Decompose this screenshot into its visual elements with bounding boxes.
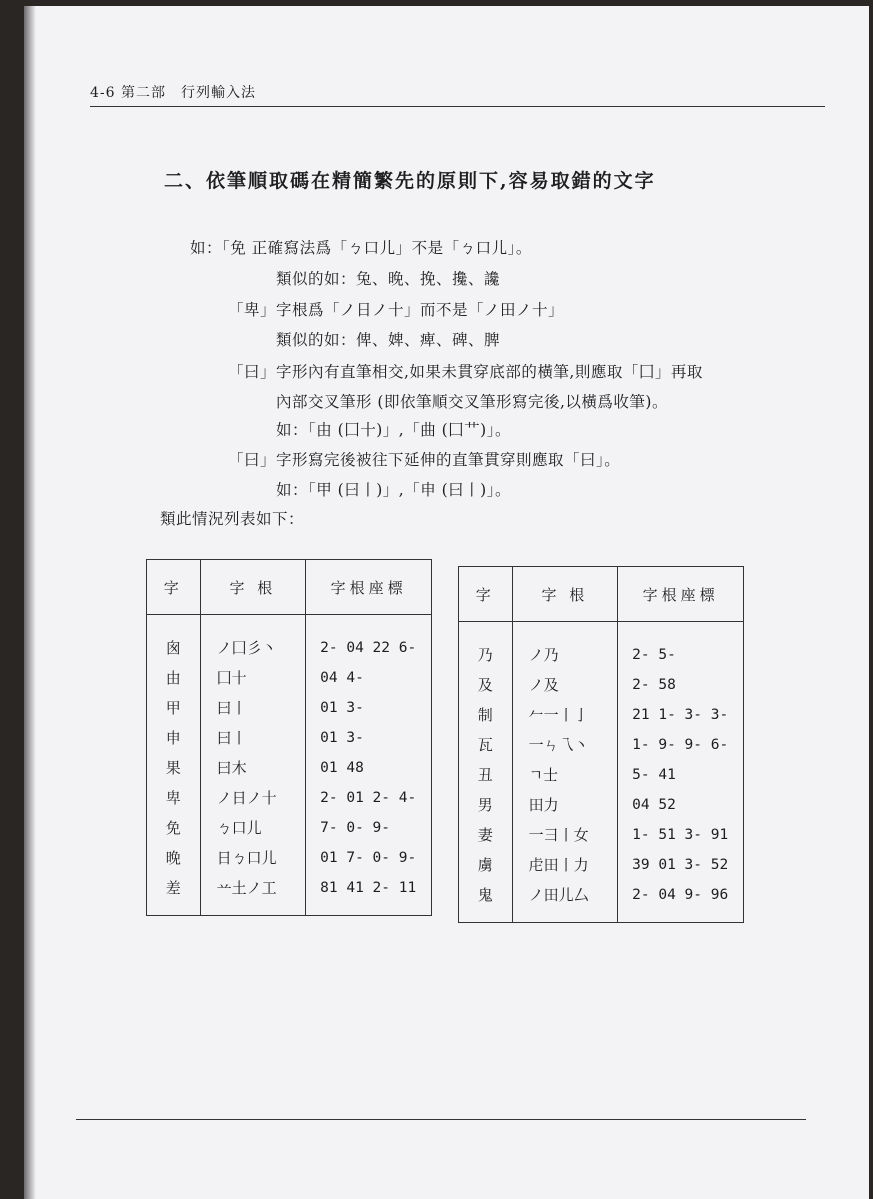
- radix-column: [200, 615, 306, 916]
- char-cell: 丑: [477, 766, 493, 784]
- paragraph-line: 「卑」字根爲「ノ日ノ十」而不是「ノ田ノ十」: [228, 301, 565, 319]
- column-header-radix: 字 根: [512, 567, 618, 622]
- radix-cell: 曰木: [216, 759, 247, 777]
- coord-cell: 2- 5-: [632, 647, 676, 663]
- header-text: 4-6 第二部 行列輸入法: [90, 85, 256, 101]
- paragraph-line: 如：「甲 (曰丨)」,「申 (曰丨)」。: [276, 481, 511, 499]
- radix-table-right: [458, 566, 744, 923]
- radix-cell: ノ田儿厶: [528, 886, 589, 904]
- radix-column: [512, 622, 618, 923]
- char-cell: 男: [477, 796, 493, 814]
- coord-cell: 21 1- 3- 3-: [632, 707, 729, 723]
- char-cell: 卑: [165, 789, 181, 807]
- coord-cell: 2- 01 2- 4-: [320, 790, 417, 806]
- char-cell: 申: [165, 729, 181, 747]
- radix-cell: 曰丨: [216, 699, 247, 717]
- char-column: [459, 622, 513, 923]
- coord-cell: 7- 0- 9-: [320, 820, 391, 836]
- column-header-char: 字: [459, 567, 513, 622]
- radix-cell: 田力: [528, 796, 559, 814]
- coord-cell: 2- 58: [632, 677, 676, 693]
- paragraph-line: 內部交叉筆形 (即依筆順交叉筆形寫完後,以橫爲收筆)。: [276, 393, 668, 411]
- char-cell: 甲: [165, 699, 181, 717]
- column-header-char: 字: [147, 560, 201, 615]
- paragraph-line: 如：「免 正確寫法爲「ㄅ口儿」不是「ㄅ口儿」。: [190, 239, 532, 257]
- coord-cell: 81 41 2- 11: [320, 880, 417, 896]
- radix-cell: 日ㄅ口儿: [216, 849, 277, 867]
- section-title: 二、依筆順取碼在精簡繁先的原則下,容易取錯的文字: [164, 170, 656, 192]
- char-cell: 及: [477, 676, 493, 694]
- paragraph-line: 類似的如：俾、婢、痺、碑、脾: [276, 331, 501, 349]
- char-cell: 果: [165, 759, 181, 777]
- coord-cell: 04 4-: [320, 670, 364, 686]
- coord-cell: 01 48: [320, 760, 364, 776]
- radix-cell: ノ囗彡丶: [216, 639, 277, 657]
- footer-rule: [76, 1119, 806, 1120]
- coord-cell: 5- 41: [632, 767, 676, 783]
- char-cell: 鬼: [477, 886, 493, 904]
- char-cell: 妻: [477, 826, 493, 844]
- radix-cell: 曰丨: [216, 729, 247, 747]
- char-cell: 乃: [477, 646, 493, 664]
- coord-column: [306, 615, 432, 916]
- coord-column: [618, 622, 744, 923]
- char-cell: 瓦: [477, 736, 493, 754]
- coord-cell: 1- 51 3- 91: [632, 827, 729, 843]
- radix-cell: ㄅ口儿: [216, 819, 262, 837]
- char-cell: 免: [165, 819, 181, 837]
- char-cell: 制: [477, 706, 493, 724]
- book-page: [24, 6, 869, 1199]
- radix-cell: 䒑土ノ工: [216, 879, 277, 897]
- coord-cell: 01 3-: [320, 730, 364, 746]
- coord-cell: 2- 04 22 6-: [320, 640, 417, 656]
- char-cell: 晚: [165, 849, 181, 867]
- paragraph-line: 類似的如：兔、晚、挽、攙、讒: [276, 270, 501, 288]
- coord-cell: 04 52: [632, 797, 676, 813]
- coord-cell: 01 3-: [320, 700, 364, 716]
- radix-table-left: [146, 559, 432, 916]
- column-header-coord: 字根座標: [618, 567, 744, 622]
- coord-cell: 39 01 3- 52: [632, 857, 729, 873]
- coord-cell: 1- 9- 9- 6-: [632, 737, 729, 753]
- paragraph-line: 類此情況列表如下：: [160, 510, 305, 528]
- char-cell: 差: [165, 879, 181, 897]
- paragraph-line: 如：「由 (囗十)」,「曲 (囗艹)」。: [276, 421, 511, 439]
- char-cell: 虜: [477, 856, 493, 874]
- radix-cell: 虍田丨力: [528, 856, 589, 874]
- char-cell: 由: [165, 669, 181, 687]
- column-header-radix: 字 根: [200, 560, 306, 615]
- radix-cell: ㄱ士: [528, 766, 559, 784]
- radix-cell: ノ乃: [528, 646, 559, 664]
- radix-cell: 𠂉一丨亅: [528, 706, 589, 724]
- radix-cell: ノ及: [528, 676, 559, 694]
- coord-cell: 2- 04 9- 96: [632, 887, 729, 903]
- paragraph-line: 「曰」字形內有直筆相交,如果未貫穿底部的橫筆,則應取「囗」再取: [228, 363, 703, 381]
- page-gutter-shadow: [24, 6, 36, 1199]
- running-header: [90, 82, 825, 107]
- char-column: [147, 615, 201, 916]
- radix-cell: 一ㄣ乁丶: [528, 736, 589, 754]
- radix-cell: ノ日ノ十: [216, 789, 277, 807]
- char-cell: 囪: [165, 639, 181, 657]
- coord-cell: 01 7- 0- 9-: [320, 850, 417, 866]
- column-header-coord: 字根座標: [306, 560, 432, 615]
- paragraph-line: 「曰」字形寫完後被往下延伸的直筆貫穿則應取「曰」。: [228, 451, 621, 469]
- radix-cell: 囗十: [216, 669, 247, 687]
- radix-cell: 一彐丨女: [528, 826, 589, 844]
